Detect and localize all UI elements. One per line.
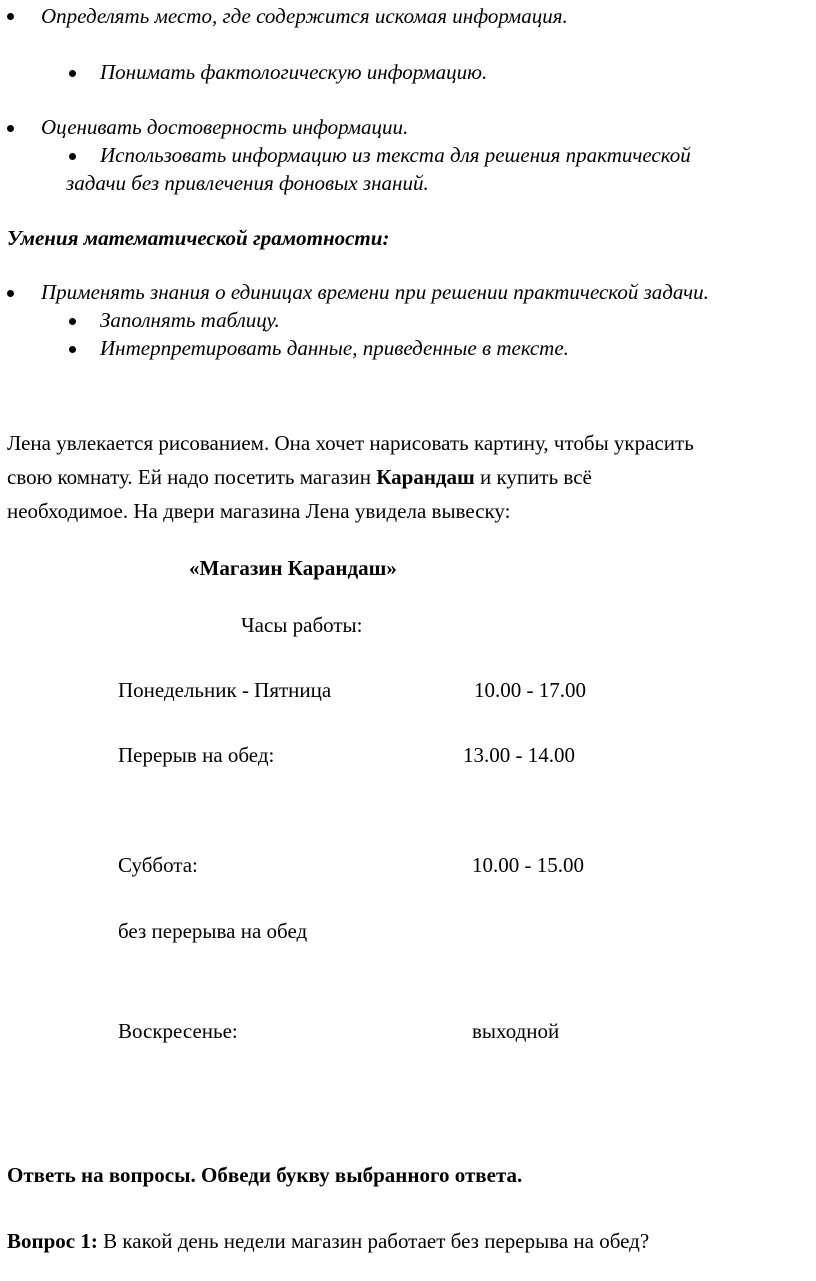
question-1 <box>7 1231 649 1252</box>
sign-title: «Магазин Карандаш» <box>189 556 397 580</box>
store-name: Карандаш <box>376 465 475 489</box>
weekdays-label: Понедельник - Пятница <box>118 678 332 702</box>
reading-skill-item-continuation: задачи без привлечения фоновых знаний. <box>66 171 429 195</box>
bullet-icon <box>69 153 76 160</box>
story-line: Лена увлекается рисованием. Она хочет нарисовать картину, чтобы украсить <box>7 431 694 455</box>
question-label: Вопрос 1: <box>7 1229 98 1253</box>
reading-skill-item: Понимать фактологическую информацию. <box>100 60 488 84</box>
bullet-icon <box>69 70 76 77</box>
story-line: необходимое. На двери магазина Лена увидела вывеску: <box>7 499 511 523</box>
math-skill-item: Заполнять таблицу. <box>100 308 280 332</box>
sunday-label: Воскресенье: <box>118 1019 238 1043</box>
bullet-icon <box>69 346 76 353</box>
lunch-hours: 13.00 - 14.00 <box>463 743 575 767</box>
saturday-hours: 10.00 - 15.00 <box>472 853 584 877</box>
question-text: В какой день недели магазин работает без перерыва на обед? <box>97 1229 650 1253</box>
reading-skill-item: Оценивать достоверность информации. <box>41 115 409 139</box>
bullet-icon <box>7 13 14 20</box>
instructions: Ответь на вопросы. Обведи букву выбранного ответа. <box>7 1163 523 1187</box>
reading-skill-item: Использовать информацию из текста для решения практической <box>100 143 691 167</box>
math-skill-item: Интерпретировать данные, приведенные в тексте. <box>100 336 569 360</box>
bullet-icon <box>7 125 14 132</box>
saturday-note: без перерыва на обед <box>118 919 308 943</box>
story-text: и купить всё <box>474 465 592 489</box>
story-line <box>7 467 592 488</box>
weekdays-hours: 10.00 - 17.00 <box>474 678 586 702</box>
lunch-label: Перерыв на обед: <box>118 743 275 767</box>
reading-skill-item: Определять место, где содержится искомая информация. <box>41 4 568 28</box>
math-skill-item: Применять знания о единицах времени при решении практической задачи. <box>41 280 709 304</box>
bullet-icon <box>7 290 14 297</box>
saturday-label: Суббота: <box>118 853 198 877</box>
story-text: свою комнату. Ей надо посетить магазин <box>7 465 377 489</box>
hours-label: Часы работы: <box>241 613 363 637</box>
bullet-icon <box>69 318 76 325</box>
sunday-value: выходной <box>472 1019 560 1043</box>
math-skills-heading: Умения математической грамотности: <box>7 226 390 250</box>
